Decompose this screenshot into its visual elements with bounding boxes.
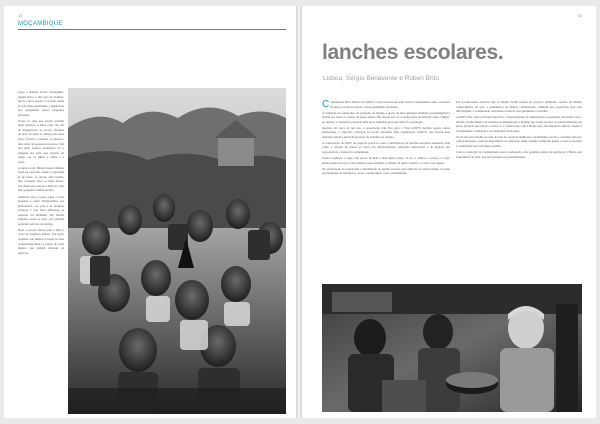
drop-cap: C (322, 100, 330, 110)
right-column-2-text (456, 100, 582, 276)
right-page-number: 15 (577, 13, 582, 18)
paragraph: Se através dos lanches na sala de aula for possível melhorar a assiduidade escolar e conciliar esforços com professores e pais na importância da educação, então teremos cumprido juntos o nosso propósito e contribuído para um futuro melhor. (456, 134, 582, 148)
paragraph: Ter participado na preparação e distribuição do lanche escolar, para além de ser emocionante, foi uma oportunidade de fortalecer o nosso compromisso com a comunidade. (322, 166, 450, 176)
paragraph: Todos os dias nos foram trazidas mais crianças, e mais cedo. No dia de inauguração da escola, fizemos de novo levantar os alunos para uma festa. O teatro, a música, as danças e uma série de pequenos tesouros. Um dos mais bonitos momentos foi a chegada dos pais, que vieram, de longe, ver os filhos a cantar e a rezar. (18, 118, 64, 164)
paragraph (322, 100, 450, 109)
paragraph: Foi reconfortante observar que os fundos foram usados no projecto delineado. Apesar do melhor conhecimento do que, a semelhança de muitas comunidades, também esta população está com dificuldades, a comunidade contribuiu a falta do seu quotidiano e trabalho. (456, 100, 582, 114)
paragraph: Quando, há cerca de um ano, a Associação Um Tiro para a Vida (ATPV) decidiu apoiar outras instituições, o objectivo principal era poder encontrar uma organização credível, que tivesse uma estrutura sólida e um bom processo de trabalho no terreno. (322, 125, 450, 139)
paragraph: A ATPV tem como principal objectivo o financiamento de alimentação à população envolvida com o lanche e fornecimento de material de alimentação e higiene nas várias escolas. A grande diferença do nosso projecto em relação a outros é a colaboração com a Helpo que, em diferentes alturas, visitou e acompanhou a realidade e os resultados alcançados. (456, 115, 582, 133)
article-title: lanches escolares. (322, 41, 504, 64)
paragraph: Fomos conhecer o lugar. Um pouco de tudo e tudo muito pouco. O rio, o campo, a escola, e o fogo numa panela de barro. Um primeiro passo mínimo, a atitude de querer ajudar, e o resto veio depois. (322, 156, 450, 165)
paragraph: Sentimos que o nosso papel é estar presente e ouvir. Perguntámos aos professores, aos pais e às próprias crianças o que faria diferença. A resposta foi unânime: um lanche simples, todos os dias, que permita aprender sem dor de barriga. (18, 194, 64, 226)
paragraph: jogos e desfiles locais. Entregámo-alguns livros e um jogo de dominó, que foi furor. Agora, os jovens ainda lá com mais entusiasmo e ainda hoje nos perguntam pelos pequenos presentes. (18, 90, 64, 117)
left-page-number: 14 (18, 13, 23, 18)
right-page (302, 6, 596, 418)
section-rule (18, 29, 286, 30)
section-label: MOÇAMBIQUE (18, 21, 63, 27)
paragraph-text: omunidade Silva Macua no Sabuã. Lá dos nossos para uma reserva comunidade onde a escassez de leite se torna de notícia, desde optimismo momento. (330, 100, 450, 109)
paragraph: Hoje, a escola oferece pão e fruta a cerca de duzentos alunos. Um gesto pequeno que mudou a rotina de uma comunidade inteira e trouxe de volta muitos que tinham deixado de aparecer. (18, 227, 64, 255)
children-crowd-photo (68, 88, 286, 414)
kitchen-volunteers-photo (322, 284, 582, 412)
left-page (4, 6, 296, 418)
paragraph: Com a convicção da continuidade nesta colaboração, não podemos deixar de agradecer à Helpo esta experiência de vida, que nos enriqueceu profundamente. (456, 149, 582, 159)
paragraph: A avaliação da equipa tipo de proteção ou mesmo a apoio de uma qualquer entidade governamental é visível por todos os cantos da nossa aldeia. Não foram eu e tu as dedicações da ONGD como a Helpo, no terreno, e estaremos pretende uma nova realidade para esta parte da população. (322, 110, 450, 124)
article-byline: Lisboa, Sérgio Benavente e Rúben Brito (323, 75, 439, 82)
paragraph: A fome é real. Muitos destes miúdos saem de casa sem comer e regressam já de noite. A escola, sem lanche, não consegue reter os mais novos. Foi daqui que nasceu a ideia de criar uma pequena cantina escolar. (18, 165, 64, 193)
left-column-text (18, 90, 64, 412)
right-column-1-text (322, 100, 450, 276)
paragraph: A colaboração da ATPV no projecto prevê-se como a distribuição de lanches escolares semanais, bem como a criação de meios ao nível das infraestruturas, educação nutricional e de higiene dos responsáveis e alunos da comunidade. (322, 140, 450, 154)
